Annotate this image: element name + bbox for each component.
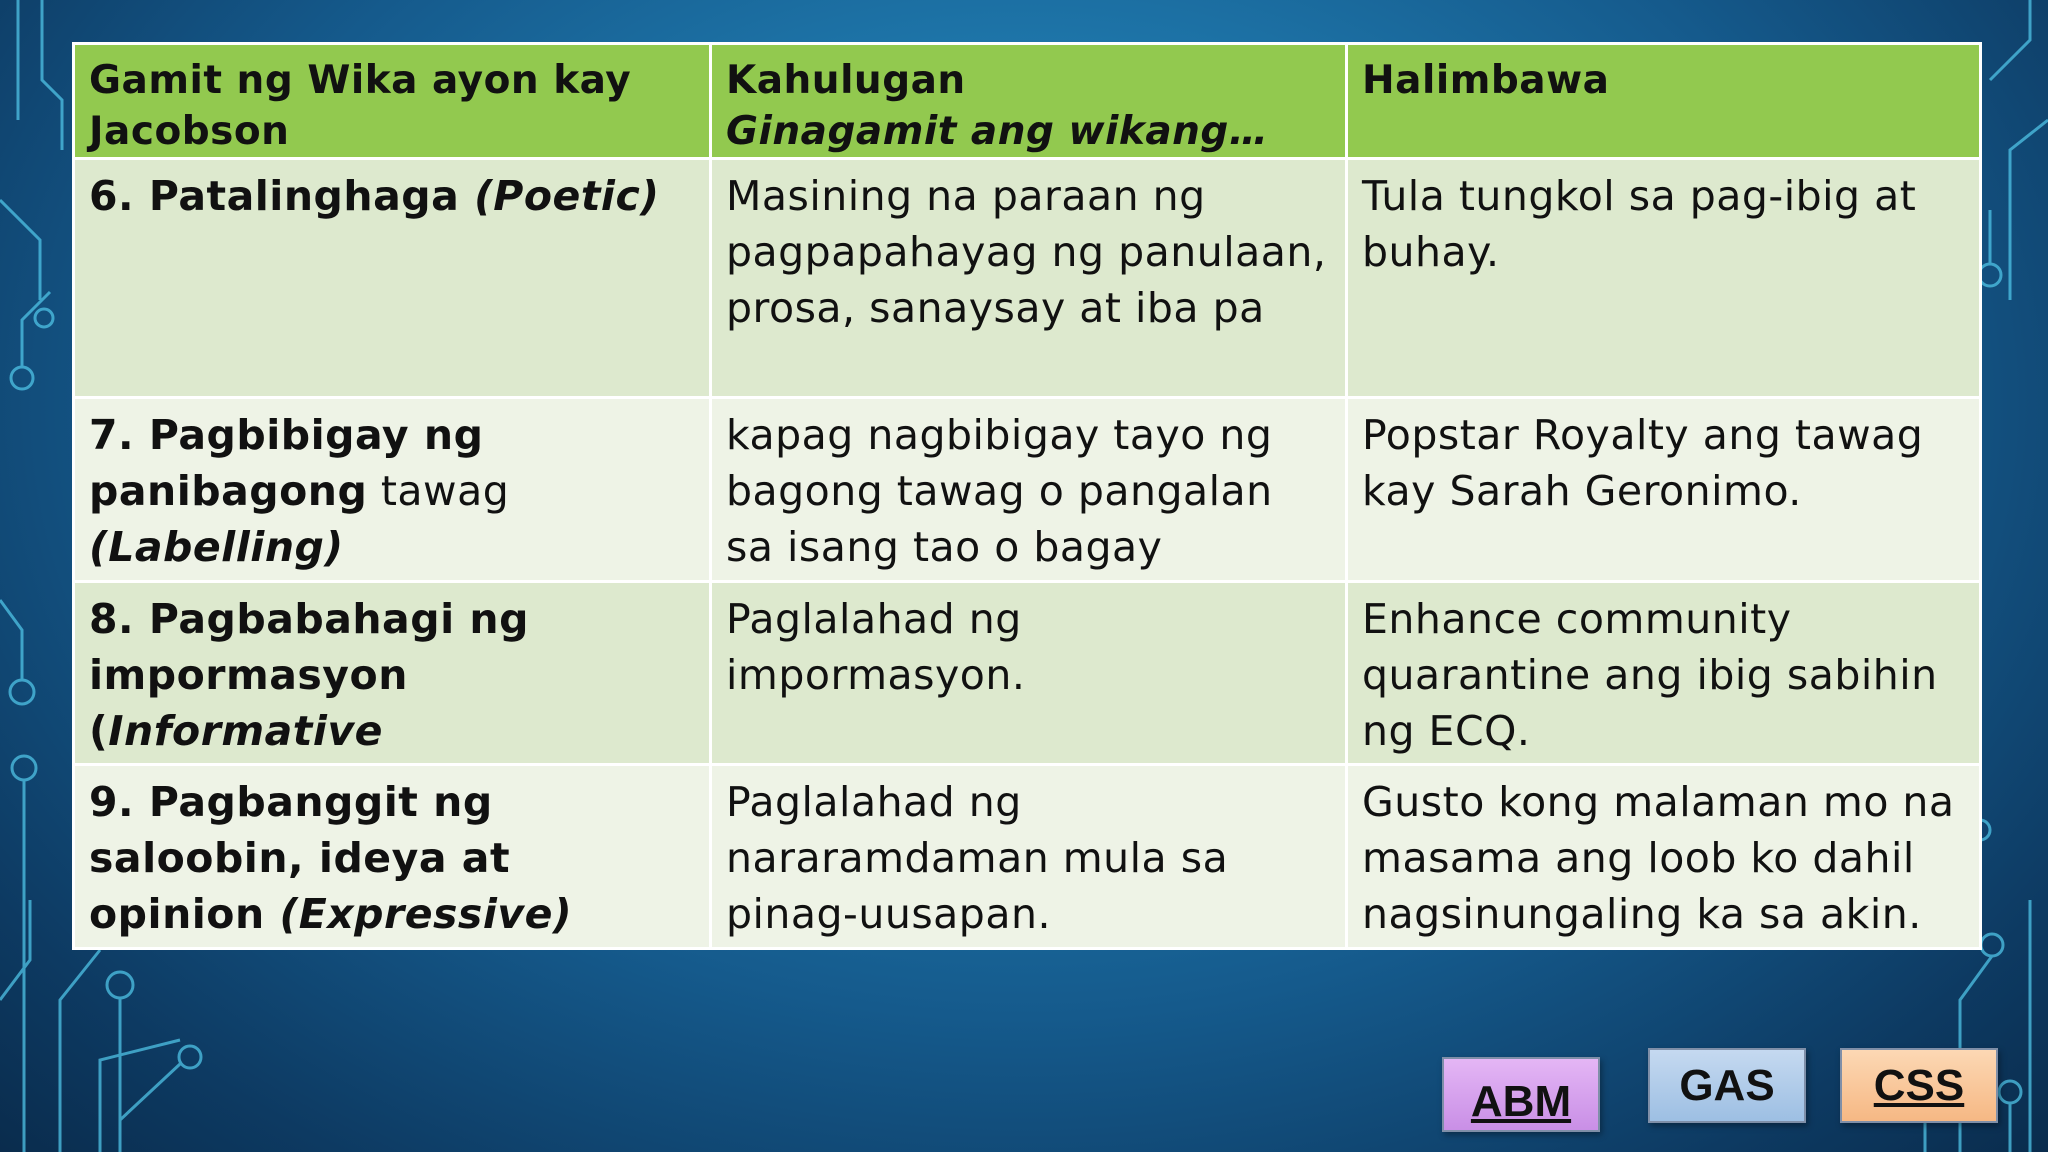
gamit-name: 6. Patalinghaga [89, 172, 475, 220]
header-kahulugan-title: Kahulugan [726, 58, 966, 103]
halimbawa-cell: Gusto kong malaman mo na masama ang loob ko dahil nagsinungaling ka sa akin. [1347, 764, 1981, 948]
gamit-name: 7. Pagbibigay ng panibagong [89, 411, 484, 516]
jacobson-table-container [72, 42, 1979, 950]
table-row [74, 398, 1981, 581]
table-header-row [74, 44, 1981, 159]
table-row [74, 159, 1981, 398]
gamit-cell [74, 159, 711, 398]
header-gamit [74, 44, 711, 159]
gas-button[interactable]: GAS [1648, 1048, 1806, 1123]
kahulugan-cell: Paglalahad ng nararamdaman mula sa pinag-uusapan. [711, 764, 1347, 948]
gamit-english: (Labelling) [89, 523, 344, 572]
table-row [74, 581, 1981, 764]
gamit-english: Informative [108, 706, 383, 755]
gamit-name: 9. Pagbanggit ng saloobin, ideya at opinion [89, 777, 511, 938]
kahulugan-cell: Masining na paraan ng pagpapahayag ng panulaan, prosa, sanaysay at iba pa [711, 159, 1347, 398]
header-gamit-line2: Jacobson [89, 109, 290, 154]
gamit-english: (Poetic) [474, 172, 660, 220]
header-gamit-line1: Gamit ng Wika ayon kay [89, 58, 632, 103]
header-halimbawa-title: Halimbawa [1362, 58, 1610, 103]
halimbawa-cell: Enhance community quarantine ang ibig sabihin ng ECQ. [1347, 581, 1981, 764]
halimbawa-cell: Popstar Royalty ang tawag kay Sarah Geronimo. [1347, 398, 1981, 581]
header-kahulugan-subtitle: Ginagamit ang wikang… [726, 109, 1269, 154]
gamit-cell [74, 398, 711, 581]
header-kahulugan [711, 44, 1347, 159]
kahulugan-cell: kapag nagbibigay tayo ng bagong tawag o pangalan sa isang tao o bagay [711, 398, 1347, 581]
gamit-name: 8. Pagbabahagi ng impormasyon ( [89, 594, 529, 755]
table-row [74, 764, 1981, 948]
gamit-english: (Expressive) [279, 889, 573, 938]
gamit-cell [74, 581, 711, 764]
abm-button[interactable]: ABM [1442, 1057, 1600, 1132]
jacobson-language-functions-table [72, 42, 1982, 950]
halimbawa-cell: Tula tungkol sa pag-ibig at buhay. [1347, 159, 1981, 398]
kahulugan-cell: Paglalahad ng impormasyon. [711, 581, 1347, 764]
header-halimbawa [1347, 44, 1981, 159]
gamit-name-suffix: tawag [367, 467, 510, 516]
gamit-cell [74, 764, 711, 948]
css-button[interactable]: CSS [1840, 1048, 1998, 1123]
